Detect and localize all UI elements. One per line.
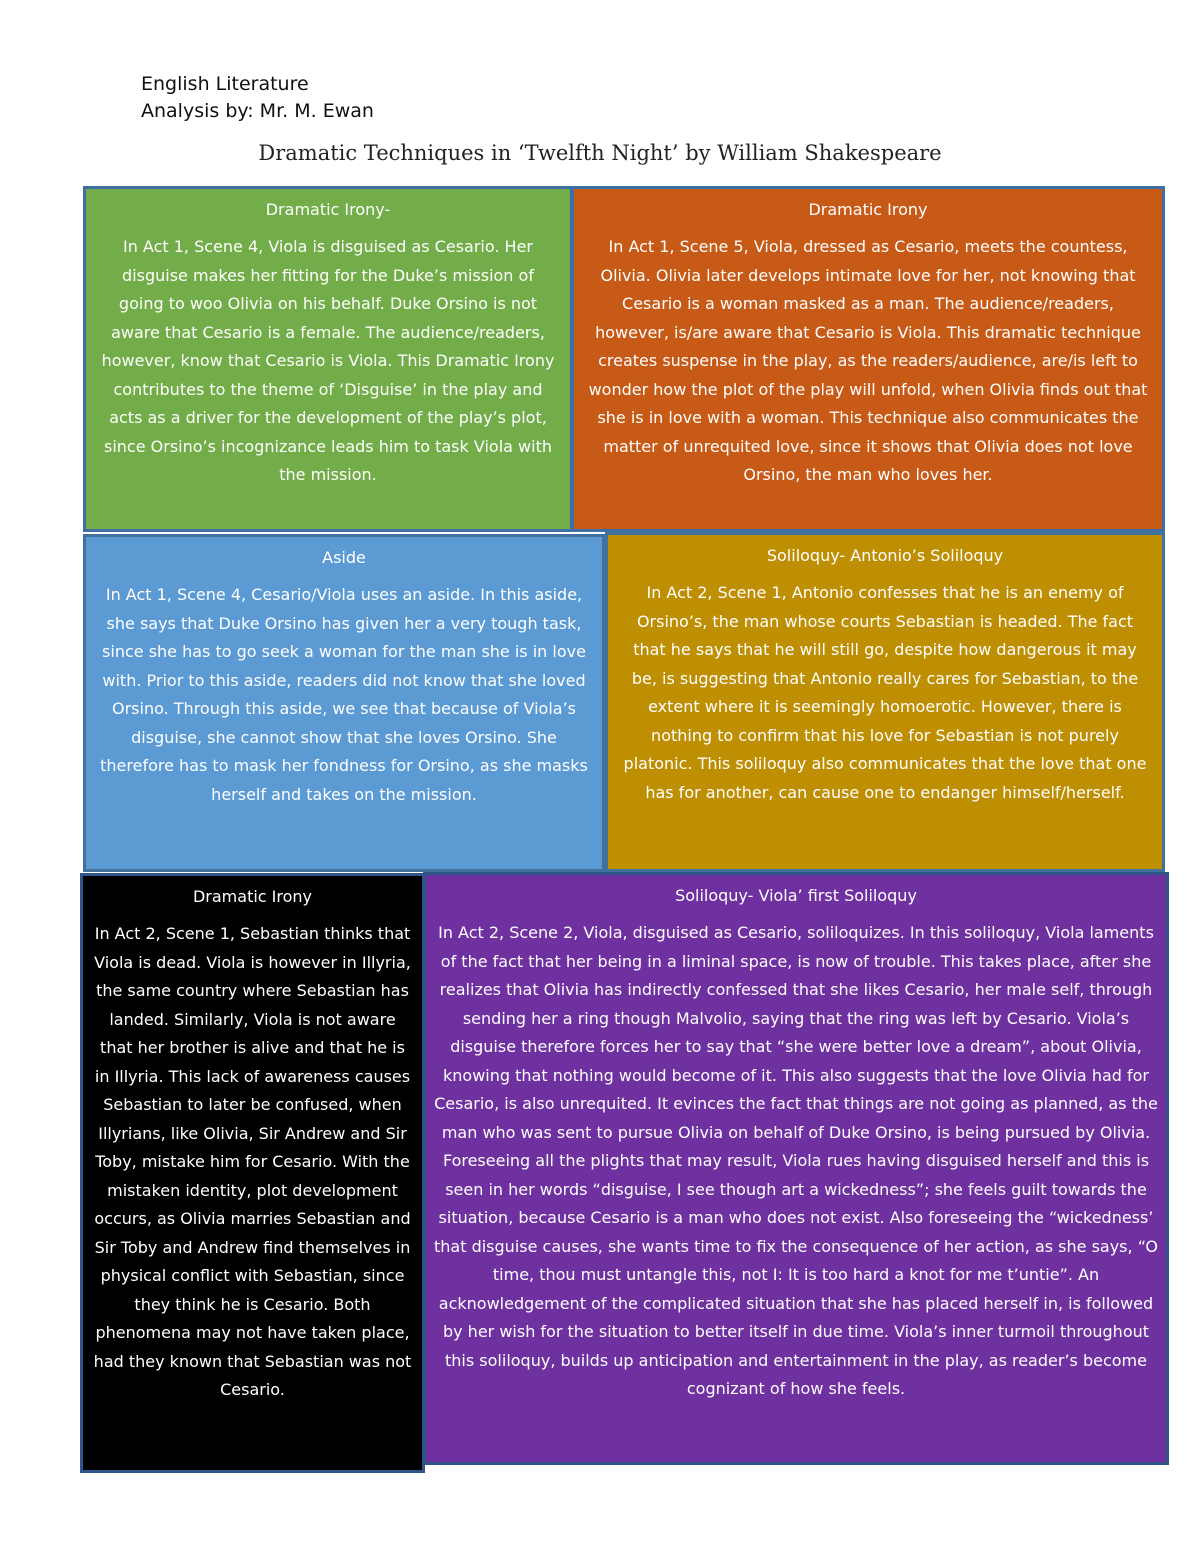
box-dramatic-irony-act1-scene5 [571, 186, 1165, 532]
box-dramatic-irony-act1-scene4 [83, 186, 573, 532]
box-body: In Act 1, Scene 4, Cesario/Viola uses an aside. In this aside, she says that Duke Orsino has given her a very tough task, since she has to go seek a woman for the man she is in love with. Prior to this aside, readers did not know that she loved Orsino. Through this aside, we see that because of Viola’s disguise, she cannot show that she loves Orsino. She therefore has to mask her fondness for Orsino, as she masks herself and takes on the mission. [100, 585, 588, 804]
box-body: In Act 2, Scene 2, Viola, disguised as Cesario, soliloquizes. In this soliloquy, Viola laments of the fact that her being in a liminal space, is now of trouble. This takes place, after she realizes that Olivia has indirectly confessed that she likes Cesario, her male self, through sending her a ring though Malvolio, saying that the ring was left by Cesario. Viola’s disguise therefore forces her to say that “she were better love a dream”, about Olivia, knowing that nothing would become of it. This also suggests that the love Olivia had for Cesario, is also unrequited. It evinces the fact that things are not going as planned, as the man who was sent to pursue Olivia on behalf of Duke Orsino, is being pursued by Olivia. Foreseeing all the plights that may result, Viola rues having disguised herself and this is seen in her words “disguise, I see though art a wickedness”; she feels guilt towards the situation, because Cesario is a man who does not exist. Also foreseeing the “wickedness’ that disguise causes, she wants time to fix the consequence of her action, as she says, “O time, thou must untangle this, not I: It is too hard a knot for me t’untie”. An acknowledgement of the complicated situation that she has placed herself in, is followed by her wish for the situation to better itself in due time. Viola’s inner turmoil throughout this soliloquy, builds up anticipation and entertainment in the play, as reader’s become cognizant of how she feels. [434, 923, 1158, 1398]
box-title: Dramatic Irony- [265, 200, 391, 219]
subject-line: English Literature [141, 73, 309, 95]
box-body: In Act 1, Scene 4, Viola is disguised as Cesario. Her disguise makes her fitting for the Duke’s mission of going to woo Olivia on his behalf. Duke Orsino is not aware that Cesario is a female. The audience/readers, however, know that Cesario is Viola. This Dramatic Irony contributes to the theme of ‘Disguise’ in the play and acts as a driver for the development of the play’s plot, since Orsino’s incognizance leads him to task Viola with the mission. [101, 237, 555, 484]
box-title: Soliloquy- Antonio’s Soliloquy [766, 546, 1004, 565]
author-line: Analysis by: Mr. M. Ewan [141, 100, 374, 122]
box-title: Soliloquy- Viola’ first Soliloquy [675, 886, 917, 905]
box-body: In Act 2, Scene 1, Sebastian thinks that Viola is dead. Viola is however in Illyria, the same country where Sebastian has landed. Similarly, Viola is not aware that her brother is alive and that he is in Illyria. This lack of awareness causes Sebastian to later be confused, when Illyrians, like Olivia, Sir Andrew and Sir Toby, mistake him for Cesario. With the mistaken identity, plot development occurs, as Olivia marries Sebastian and Sir Toby and Andrew find themselves in physical conflict with Sebastian, since they think he is Cesario. Both phenomena may not have taken place, had they known that Sebastian was not Cesario. [93, 924, 412, 1399]
box-title: Dramatic Irony [808, 200, 928, 219]
box-dramatic-irony-act2-scene1 [80, 873, 425, 1473]
box-title: Aside [322, 548, 366, 567]
box-body: In Act 2, Scene 1, Antonio confesses that he is an enemy of Orsino’s, the man whose courts Sebastian is headed. The fact that he says that he will still go, despite how dangerous it may be, is suggesting that Antonio really cares for Sebastian, to the extent where it is seemingly homoerotic. However, there is nothing to confirm that his love for Sebastian is not purely platonic. This soliloquy also communicates that the love that one has for another, can cause one to endanger himself/herself. [623, 583, 1147, 802]
box-viola-first-soliloquy [423, 872, 1169, 1465]
box-body: In Act 1, Scene 5, Viola, dressed as Cesario, meets the countess, Olivia. Olivia later develops intimate love for her, not knowing that Cesario is a woman masked as a man. The audience/readers, however, is/are aware that Cesario is Viola. This dramatic technique creates suspense in the play, as the readers/audience, are/is left to wonder how the plot of the play will unfold, when Olivia finds out that she is in love with a woman. This technique also communicates the matter of unrequited love, since it shows that Olivia does not love Orsino, the man who loves her. [588, 237, 1148, 484]
box-title: Dramatic Irony [192, 887, 313, 906]
box-antonio-soliloquy [605, 532, 1165, 872]
document-title: Dramatic Techniques in ‘Twelfth Night’ by William Shakespeare [258, 141, 942, 165]
box-aside [83, 534, 605, 872]
